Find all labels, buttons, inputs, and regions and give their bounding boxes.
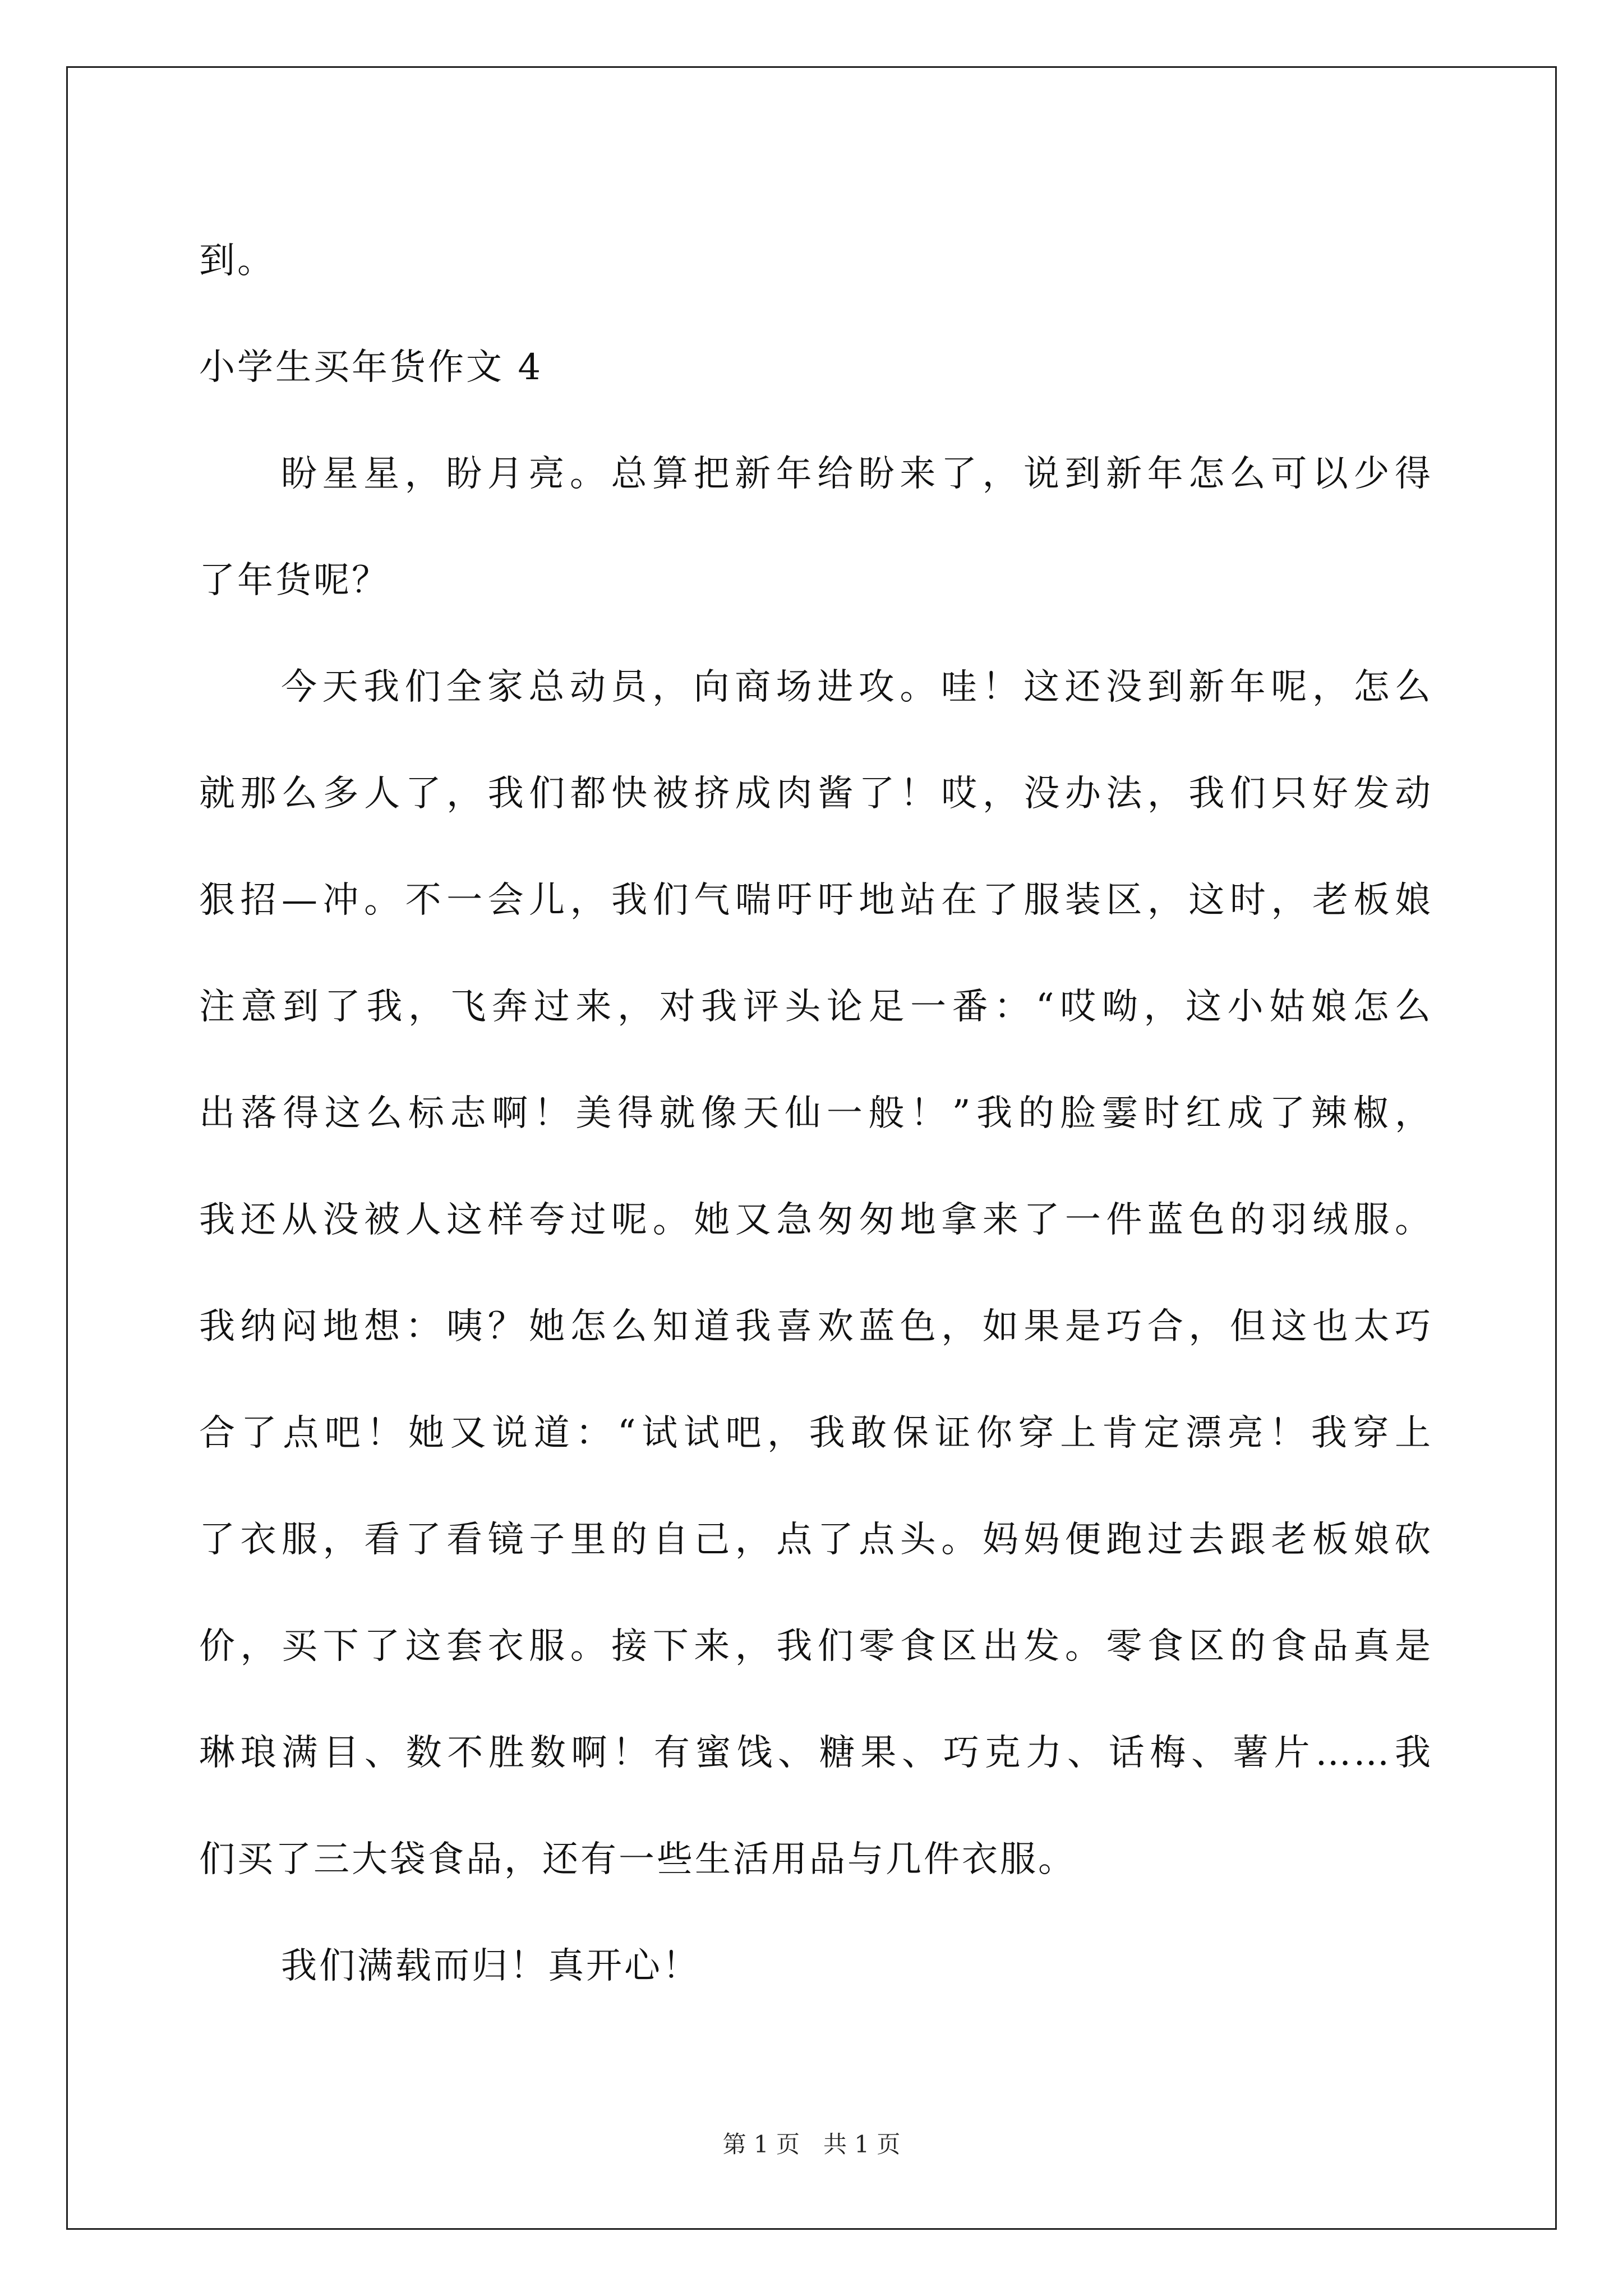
paragraph-line: 们买了三大袋食品，还有一些生活用品与几件衣服。 [199,1839,1076,1880]
page-number-footer: 第 1 页 共 1 页 [722,2131,901,2158]
paragraph-line: 合了点吧！她又说道：“试试吧，我敢保证你穿上肯定漂亮！我穿上 [199,1412,1433,1454]
text-line: 到。 [199,240,275,282]
paragraph-line: 我们满载而归！真开心！ [281,1945,700,1987]
document-body [199,208,1433,2019]
paragraph-line: 今天我们全家总动员，向商场进攻。哇！这还没到新年呢，怎么 [281,666,1433,708]
paragraph-line: 注意到了我，飞奔过来，对我评头论足一番：“哎呦，这小姑娘怎么 [199,986,1433,1028]
paragraph-line: 我纳闷地想：咦？她怎么知道我喜欢蓝色，如果是巧合，但这也太巧 [199,1306,1433,1347]
paragraph-line: 出落得这么标志啊！美得就像天仙一般！”我的脸霎时红成了辣椒， [199,1093,1433,1134]
paragraph-line: 了年货呢？ [199,560,390,601]
paragraph-line: 价，买下了这套衣服。接下来，我们零食区出发。零食区的食品真是 [199,1626,1433,1667]
paragraph-line: 狠招—冲。不一会儿，我们气喘吁吁地站在了服装区，这时，老板娘 [199,880,1433,921]
paragraph-line: 就那么多人了，我们都快被挤成肉酱了！哎，没办法，我们只好发动 [199,773,1433,815]
paragraph-line: 琳琅满目、数不胜数啊！有蜜饯、糖果、巧克力、话梅、薯片……我 [199,1732,1433,1774]
paragraph-line: 了衣服，看了看镜子里的自己，点了点头。妈妈便跑过去跟老板娘砍 [199,1519,1433,1561]
section-heading: 小学生买年货作文 4 [199,347,543,388]
paragraph-line: 盼星星，盼月亮。总算把新年给盼来了，说到新年怎么可以少得 [281,453,1433,495]
paragraph-line: 我还从没被人这样夸过呢。她又急匆匆地拿来了一件蓝色的羽绒服。 [199,1199,1433,1241]
